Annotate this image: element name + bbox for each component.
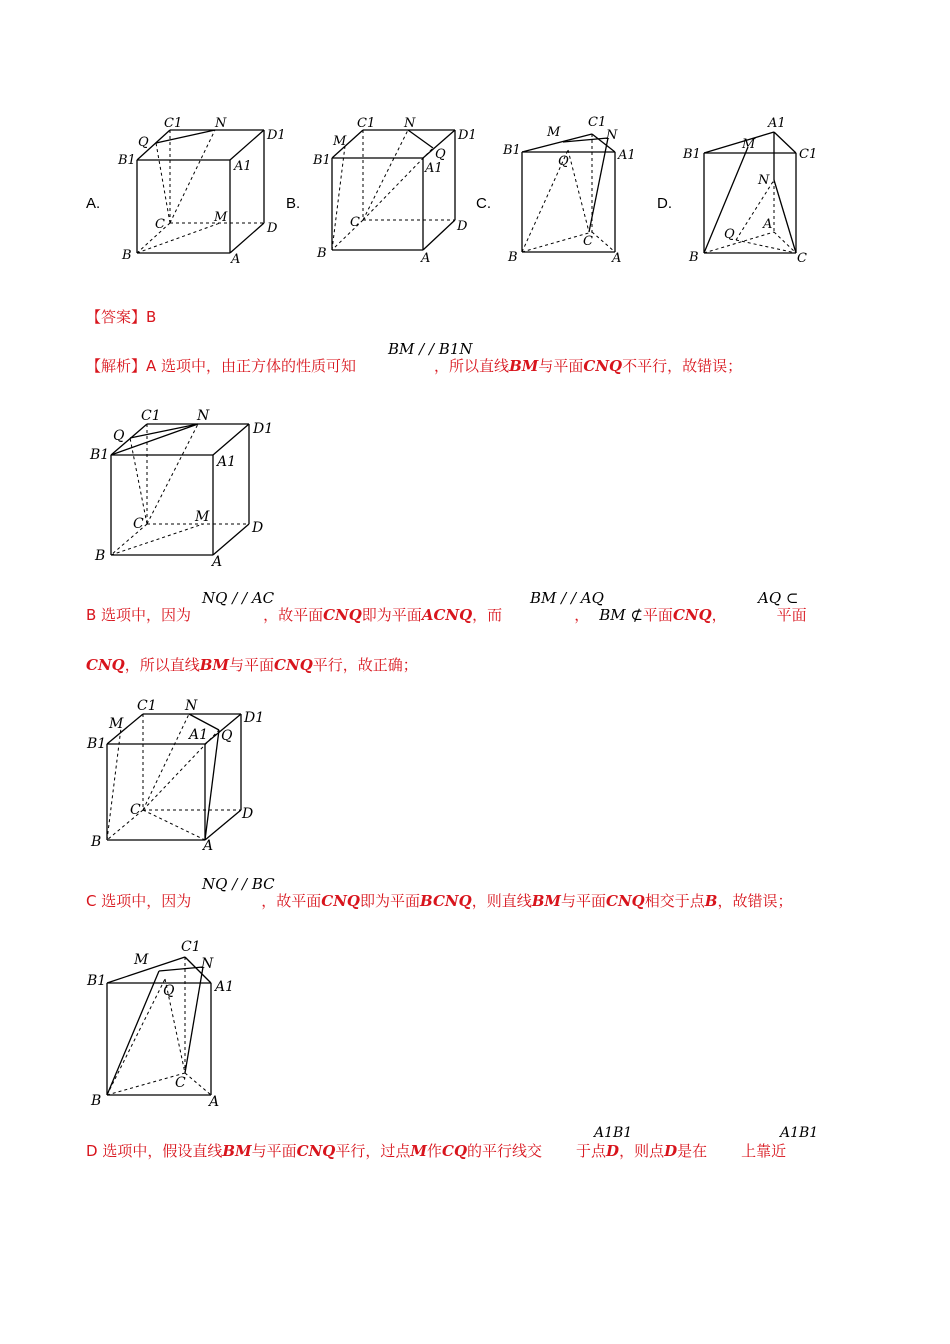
fig-c-label: A1	[618, 148, 636, 163]
fig-lc-label: M	[134, 952, 149, 968]
var: CNQ	[321, 892, 360, 910]
fig-lb-label: D	[242, 806, 254, 822]
fig-la-label: B1	[90, 447, 110, 463]
fig-a-label: C1	[164, 116, 183, 131]
answer-value: B	[146, 308, 157, 326]
text: ，则点	[619, 1142, 665, 1160]
fig-b-label: N	[404, 116, 416, 131]
fig-lb-label: B	[91, 834, 102, 850]
formula-nq-parallel-ac: NQ / / AC	[202, 589, 275, 607]
var: CQ	[442, 1142, 468, 1160]
fig-a-label: C	[155, 217, 165, 232]
text: ，故平面	[263, 606, 324, 624]
text: ，	[711, 606, 727, 624]
answer-line	[86, 306, 156, 327]
fig-la-label: C1	[141, 408, 161, 424]
var: M	[410, 1142, 427, 1160]
option-b-label: B.	[286, 195, 301, 212]
fig-la-label: C	[133, 516, 144, 532]
analysis-a-line	[86, 355, 742, 376]
text: ，则直线	[471, 892, 532, 910]
fig-lc-label: N	[201, 956, 214, 972]
fig-a-label: B1	[118, 153, 136, 168]
analysis-d-line	[86, 1140, 786, 1161]
figure-option-b	[305, 110, 490, 270]
fig-lc-label: B	[91, 1093, 102, 1109]
fig-b-label: C	[350, 215, 360, 230]
fig-a-label: M	[214, 210, 228, 225]
analysis-b-line2	[86, 654, 418, 675]
text: 平面	[776, 606, 807, 624]
fig-lb-label: M	[109, 716, 124, 732]
fig-la-label: A	[212, 554, 223, 570]
var: ACNQ	[421, 606, 473, 624]
text: ，	[574, 606, 590, 624]
text: 平行，过点	[335, 1142, 411, 1160]
fig-lc-label: B1	[87, 973, 107, 989]
text: ，而	[472, 606, 503, 624]
option-d-label: D.	[657, 195, 672, 212]
fig-c-label: B1	[503, 143, 521, 158]
formula-aq-subset: AQ ⊂	[758, 589, 799, 607]
text: 平行，故正确；	[312, 656, 418, 674]
fig-la-label: B	[95, 548, 106, 564]
fig-c-label: Q	[558, 154, 569, 169]
text: 与平面	[561, 892, 607, 910]
fig-la-label: A1	[217, 454, 237, 470]
fig-c-label: A	[612, 251, 622, 266]
fig-b-label: C1	[357, 116, 376, 131]
var: D	[664, 1142, 678, 1160]
text: ，所以直线	[124, 656, 200, 674]
fig-b-label: A1	[425, 161, 443, 176]
formula-bm-not-subset: BM ⊄	[599, 606, 643, 624]
fig-la-label: D1	[253, 421, 274, 437]
analysis-label: 【解析】	[86, 357, 147, 375]
fig-d-label: A	[763, 217, 773, 232]
fig-lc-label: C1	[181, 939, 201, 955]
fig-b-label: A	[421, 251, 431, 266]
text: 是在	[677, 1142, 708, 1160]
text: 上靠近	[741, 1142, 787, 1160]
var: CNQ	[296, 1142, 336, 1160]
var: BM	[531, 892, 561, 910]
fig-lb-label: C1	[137, 698, 157, 714]
fig-lc-label: A	[209, 1094, 220, 1110]
fig-a-label: A1	[234, 159, 252, 174]
fig-b-label: Q	[435, 147, 446, 162]
fig-b-label: B	[317, 246, 327, 261]
fig-a-label: N	[215, 116, 227, 131]
analysis-c-line	[86, 890, 792, 911]
figure-option-c	[500, 110, 650, 270]
fig-la-label: M	[195, 509, 210, 525]
fig-lb-label: C	[130, 802, 141, 818]
var: CNQ	[583, 357, 623, 375]
fig-lb-label: A	[203, 838, 214, 854]
fig-lb-label: D1	[244, 710, 265, 726]
formula-a1b1-first: A1B1	[594, 1125, 633, 1141]
text: 平面	[642, 606, 673, 624]
var: BM	[222, 1142, 252, 1160]
text: 与平面	[251, 1142, 297, 1160]
fig-d-label: B	[689, 250, 699, 265]
fig-c-label: C1	[588, 115, 607, 130]
text: 即为平面	[359, 892, 420, 910]
fig-la-label: N	[197, 408, 210, 424]
fig-la-label: D	[252, 520, 264, 536]
figure-analysis-a	[85, 400, 285, 575]
var: CNQ	[323, 606, 362, 624]
text: ，故平面	[261, 892, 322, 910]
text: ，所以直线	[434, 357, 510, 375]
fig-la-label: Q	[113, 428, 125, 444]
fig-a-label: A	[231, 252, 241, 267]
var: CNQ	[274, 656, 313, 674]
fig-lb-label: B1	[87, 736, 107, 752]
fig-a-label: D1	[267, 128, 286, 143]
fig-lc-label: C	[175, 1075, 186, 1091]
formula-a1b1-second: A1B1	[780, 1125, 819, 1141]
text: ，故错误；	[717, 892, 793, 910]
analysis-b-line1	[86, 604, 807, 625]
var: CNQ	[606, 892, 645, 910]
formula-bm-parallel-b1n: BM / / B1N	[388, 340, 473, 358]
figure-analysis-c	[85, 935, 255, 1115]
fig-b-label: M	[333, 134, 347, 149]
fig-b-label: B1	[313, 153, 331, 168]
text: 即为平面	[361, 606, 422, 624]
text: 的平行线交	[467, 1142, 543, 1160]
var: B	[704, 892, 718, 910]
text: 作	[426, 1142, 442, 1160]
var: CNQ	[672, 606, 712, 624]
text: 相交于点	[644, 892, 705, 910]
fig-c-label: B	[508, 250, 518, 265]
formula-nq-parallel-bc: NQ / / BC	[202, 875, 275, 893]
fig-d-label: C1	[799, 147, 818, 162]
text: 与平面	[229, 656, 275, 674]
var: BM	[199, 656, 230, 674]
var: BCNQ	[420, 892, 472, 910]
fig-d-label: M	[742, 137, 756, 152]
fig-d-label: C	[797, 251, 807, 266]
text: C 选项中，因为	[86, 892, 192, 910]
figure-option-d	[680, 110, 830, 270]
fig-lc-label: Q	[163, 983, 175, 999]
fig-c-label: N	[606, 128, 618, 143]
text: A 选项中，由正方体的性质可知	[146, 357, 357, 375]
formula-bm-parallel-aq: BM / / AQ	[530, 589, 604, 607]
fig-b-label: D	[457, 219, 468, 234]
fig-a-label: D	[267, 221, 278, 236]
var: BM	[509, 357, 539, 375]
text: 与平面	[538, 357, 584, 375]
text: 不平行，故错误；	[622, 357, 743, 375]
fig-d-label: N	[758, 173, 770, 188]
text: 于点	[576, 1142, 607, 1160]
figure-analysis-b	[85, 690, 285, 860]
var: CNQ	[86, 656, 125, 674]
fig-a-label: B	[122, 248, 132, 263]
text: D 选项中，假设直线	[86, 1142, 223, 1160]
fig-lc-label: A1	[215, 979, 235, 995]
fig-c-label: C	[583, 234, 593, 249]
fig-d-label: A1	[768, 116, 786, 131]
option-c-label: C.	[476, 195, 491, 212]
fig-lb-label: A1	[189, 727, 209, 743]
fig-b-label: D1	[458, 128, 477, 143]
text: B 选项中，因为	[86, 606, 192, 624]
fig-d-label: B1	[683, 147, 701, 162]
figure-option-a	[110, 110, 290, 270]
answer-label: 【答案】	[86, 308, 147, 326]
fig-lb-label: N	[185, 698, 198, 714]
fig-c-label: M	[547, 125, 561, 140]
fig-d-label: Q	[724, 227, 735, 242]
fig-a-label: Q	[138, 135, 149, 150]
fig-lb-label: Q	[221, 728, 233, 744]
var: D	[606, 1142, 620, 1160]
option-a-label: A.	[86, 195, 101, 212]
